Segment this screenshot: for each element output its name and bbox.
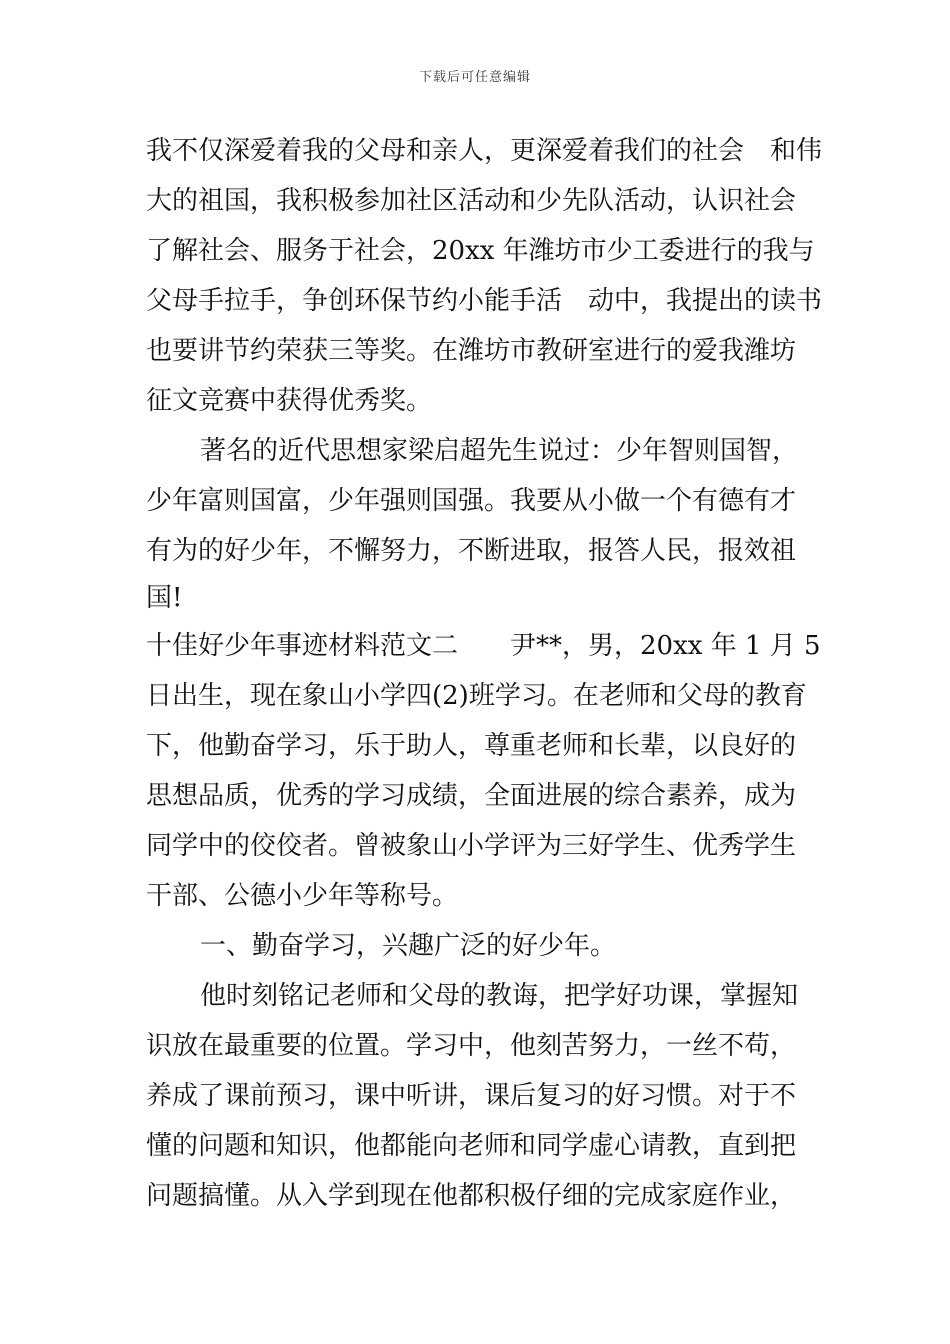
text-line: 我不仅深爱着我的父母和亲人，更深爱着我们的社会 和伟 (146, 136, 823, 166)
text-line: 下，他勤奋学习，乐于助人，尊重老师和长辈，以良好的 (146, 731, 797, 761)
text-line: 父母手拉手，争创环保节约小能手活 动中，我提出的读书 (146, 286, 823, 316)
paragraph-first-line: 著名的近代思想家梁启超先生说过：少年智则国智， (200, 436, 799, 466)
text-line: 国! (146, 583, 183, 613)
text-line: 懂的问题和知识，他都能向老师和同学虚心请教，直到把 (146, 1131, 797, 1161)
text-line: 有为的好少年，不懈努力，不断进取，报答人民，报效祖 (146, 536, 797, 566)
text-line: 征文竞赛中获得优秀奖。 (146, 386, 433, 416)
page-header: 下载后可任意编辑 (418, 70, 531, 85)
text-line: 同学中的佼佼者。曾被象山小学评为三好学生、优秀学生 (146, 831, 797, 861)
text-line: 大的祖国，我积极参加社区活动和少先队活动，认识社会 (146, 186, 797, 216)
text-line: 思想品质，优秀的学习成绩，全面进展的综合素养，成为 (146, 781, 797, 811)
text-line: 也要讲节约荣获三等奖。在潍坊市教研室进行的爱我潍坊 (146, 336, 797, 366)
text-line: 养成了课前预习，课中听讲，课后复习的好习惯。对于不 (146, 1081, 797, 1111)
text-line: 少年富则国富，少年强则国强。我要从小做一个有德有才 (146, 486, 797, 516)
document-body (146, 126, 823, 1221)
paragraph-first-line: 他时刻铭记老师和父母的教诲，把学好功课，掌握知 (200, 981, 799, 1011)
text-line: 了解社会、服务于社会，20xx 年潍坊市少工委进行的我与 (146, 236, 815, 266)
section-heading: 一、勤奋学习，兴趣广泛的好少年。 (200, 931, 617, 961)
text-line: 日出生，现在象山小学四(2)班学习。在老师和父母的教育 (146, 681, 807, 711)
text-line: 识放在最重要的位置。学习中，他刻苦努力，一丝不苟， (146, 1031, 797, 1061)
text-line: 问题搞懂。从入学到现在他都积极仔细的完成家庭作业， (146, 1181, 797, 1211)
text-line: 干部、公德小少年等称号。 (146, 881, 459, 911)
section-title-line: 十佳好少年事迹材料范文二 尹**，男，20xx 年 1 月 5 (146, 631, 821, 661)
